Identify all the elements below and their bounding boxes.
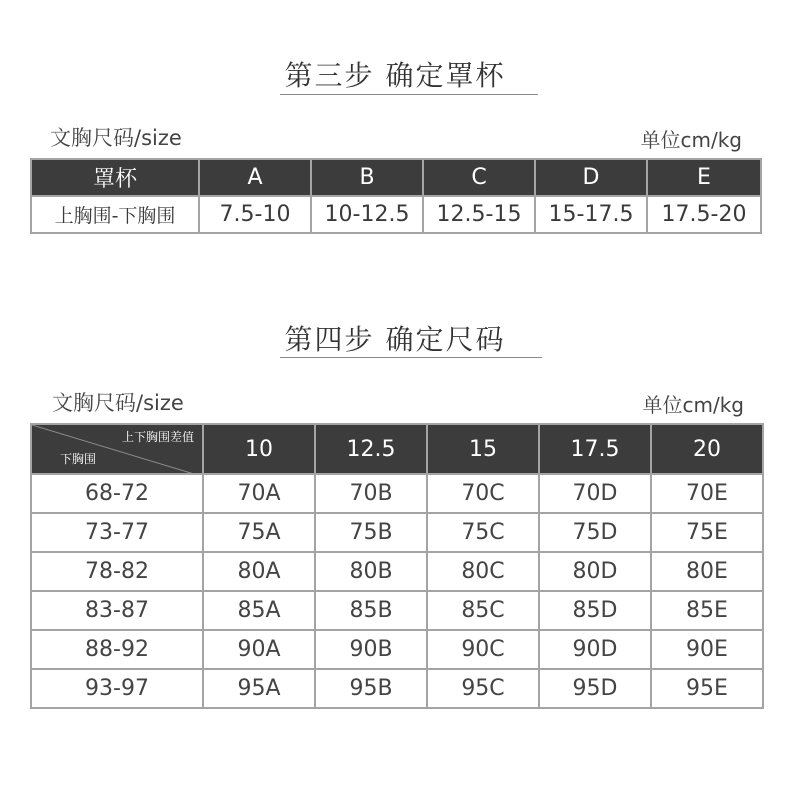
size-corner-cell	[31, 424, 203, 474]
size-cell: 90A	[203, 630, 315, 669]
step3-title-underline	[280, 94, 538, 95]
step4-title-underline	[280, 357, 542, 358]
table-row	[31, 513, 763, 552]
size-cell: 75B	[315, 513, 427, 552]
size-header-15: 15	[427, 424, 539, 474]
corner-top-label: 上下胸围差值	[121, 430, 194, 444]
size-header-17-5: 17.5	[539, 424, 651, 474]
cup-range-a: 7.5-10	[199, 196, 311, 233]
cup-range-d: 15-17.5	[535, 196, 647, 233]
cup-header-label: 罩杯	[31, 159, 199, 196]
cup-range-e: 17.5-20	[647, 196, 761, 233]
underbust-range-cell: 83-87	[31, 591, 203, 630]
size-cell: 95D	[539, 669, 651, 708]
size-table	[30, 423, 764, 709]
step3-title: 第三步 确定罩杯	[284, 59, 506, 92]
underbust-range-cell: 68-72	[31, 474, 203, 513]
cup-header-d: D	[535, 159, 647, 196]
size-cell: 90B	[315, 630, 427, 669]
cup-table	[30, 158, 762, 234]
size-header-20: 20	[651, 424, 763, 474]
cup-range-b: 10-12.5	[311, 196, 423, 233]
cup-row-label: 上胸围-下胸围	[31, 196, 199, 233]
size-cell: 70E	[651, 474, 763, 513]
size-cell: 80E	[651, 552, 763, 591]
size-header-12-5: 12.5	[315, 424, 427, 474]
size-cell: 90D	[539, 630, 651, 669]
underbust-range-cell: 93-97	[31, 669, 203, 708]
size-cell: 70B	[315, 474, 427, 513]
cup-table-row	[31, 196, 761, 233]
size-cell: 85B	[315, 591, 427, 630]
table-row	[31, 630, 763, 669]
size-cell: 80B	[315, 552, 427, 591]
table-row	[31, 552, 763, 591]
size-cell: 85D	[539, 591, 651, 630]
size-cell: 95A	[203, 669, 315, 708]
step3-caption: 文胸尺码/size	[50, 126, 182, 150]
size-cell: 95E	[651, 669, 763, 708]
size-cell: 90E	[651, 630, 763, 669]
size-cell: 85E	[651, 591, 763, 630]
size-cell: 80D	[539, 552, 651, 591]
table-row	[31, 669, 763, 708]
underbust-range-cell: 73-77	[31, 513, 203, 552]
cup-range-c: 12.5-15	[423, 196, 535, 233]
cup-table-header-row	[31, 159, 761, 196]
size-cell: 95C	[427, 669, 539, 708]
size-cell: 70C	[427, 474, 539, 513]
step4-unit: 单位cm/kg	[642, 393, 744, 417]
table-row	[31, 474, 763, 513]
underbust-range-cell: 88-92	[31, 630, 203, 669]
size-cell: 95B	[315, 669, 427, 708]
cup-header-e: E	[647, 159, 761, 196]
size-cell: 75A	[203, 513, 315, 552]
size-header-10: 10	[203, 424, 315, 474]
size-cell: 85A	[203, 591, 315, 630]
table-row	[31, 591, 763, 630]
size-cell: 80A	[203, 552, 315, 591]
step4-title: 第四步 确定尺码	[284, 323, 506, 356]
size-cell: 70D	[539, 474, 651, 513]
size-cell: 85C	[427, 591, 539, 630]
size-table-header-row	[31, 424, 763, 474]
cup-header-b: B	[311, 159, 423, 196]
size-cell: 90C	[427, 630, 539, 669]
corner-bottom-label: 下胸围	[60, 452, 97, 466]
size-cell: 80C	[427, 552, 539, 591]
cup-header-a: A	[199, 159, 311, 196]
underbust-range-cell: 78-82	[31, 552, 203, 591]
size-cell: 75C	[427, 513, 539, 552]
step3-unit: 单位cm/kg	[640, 128, 742, 152]
size-cell: 75E	[651, 513, 763, 552]
size-cell: 70A	[203, 474, 315, 513]
size-cell: 75D	[539, 513, 651, 552]
cup-header-c: C	[423, 159, 535, 196]
step4-caption: 文胸尺码/size	[52, 391, 184, 415]
